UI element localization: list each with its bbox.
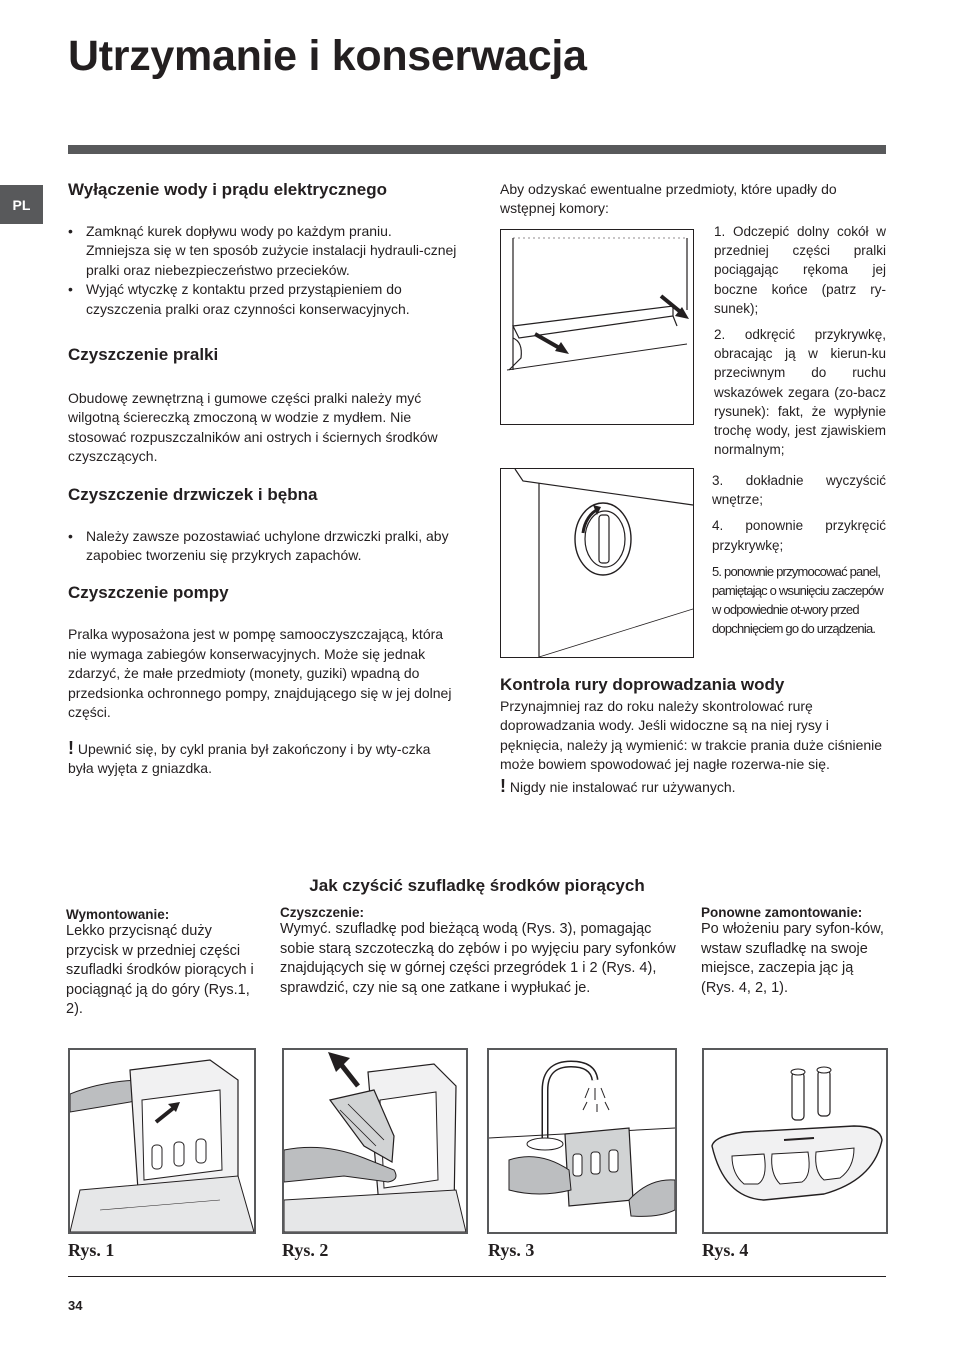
section-heading-drawer: Jak czyścić szufladkę środków piorących (309, 876, 645, 895)
plinth-removal-drawing (501, 230, 693, 424)
hose-warning-text: Nigdy nie instalować rur używanych. (509, 778, 736, 795)
footer-rule (68, 1276, 886, 1277)
figure-2-label: Rys. 2 (282, 1240, 329, 1260)
step-5: 5. ponownie przymocować panel, pamiętając o wsunięciu zaczepów w odpowiednie ot-wory przed dopchnięciem go do urządzenia. (712, 563, 884, 636)
figure-4-label: Rys. 4 (702, 1240, 749, 1260)
pump-text: Pralka wyposażona jest w pompę samooczyszczającą, która nie wymaga zabiegów konserwacyjnych. Może się jednak zdarzyć, że małe przedmioty (monety, guziki) wpadną do przedsionka ochronnego pompy, znajdującego się w jej dolnej części. (68, 626, 452, 721)
removal-heading: Wymontowanie: (66, 907, 170, 922)
drawer-cleaning-column (280, 905, 676, 998)
cleaning-text: Obudowę zewnętrzną i gumowe części pralki należy myć wilgotną ściereczką zmoczoną w wodzie z mydłem. Nie stosować rozpuszczalników ani ostrych i ściernych środków czyszczących. (68, 390, 438, 465)
door-drum-list (68, 527, 458, 566)
pump-intro-text: Aby odzyskać ewentualne przedmioty, które upadły do wstępnej komory: (500, 181, 837, 217)
hose-text: Przynajmniej raz do roku należy skontrolować rurę doprowadzania wody. Jeśli widoczne są na niej rysy i pęknięcia, należy ją wymienić: w trakcie prania duże ciśnienie może bowiem spowodować jej nagłe rozerwa-nie się. (500, 698, 883, 773)
pump-steps-1-2 (714, 222, 886, 466)
figure-4-panel (702, 1048, 888, 1234)
figure-4-drawing (704, 1050, 886, 1232)
plinth-removal-illustration (500, 229, 694, 425)
figure-1-panel (68, 1048, 256, 1234)
step-1: 1. Odczepić dolny cokół w przedniej części pralki pociągając rękoma jej boczne końce (patrz ry-sunek); (714, 224, 886, 316)
cleaning-heading: Czyszczenie: (280, 905, 365, 920)
step-4: 4. ponownie przykręcić przykrywkę; (712, 518, 886, 553)
pump-warning-text: Upewnić się, by cykl prania był zakończony i by wty-czka była wyjęta z gniazdka. (68, 740, 431, 776)
cleaning-drawer-text: Wymyć. szufladkę pod bieżącą wodą (Rys. 3), pomagając sobie starą szczoteczką do zębów i po wyjęciu pary syfonków znajdujących się w górnej części przegródek 1 i 2 (Rys. 4), sprawdzić, czy nie są one zatkane i wypłukać je. (280, 921, 676, 996)
pump-cover-illustration (500, 468, 694, 658)
refit-text: Po włożeniu pary syfon-ków, wstaw szufladkę na swoje miejsce, zaczepia jąc ją (Rys. 4, 2, 1). (701, 921, 884, 996)
figure-1-label: Rys. 1 (68, 1240, 115, 1260)
hose-section (500, 675, 886, 797)
figure-2-drawing (284, 1050, 466, 1232)
water-power-list (68, 222, 458, 319)
pump-cover-drawing (501, 469, 693, 657)
figure-3-label: Rys. 3 (488, 1240, 535, 1260)
figure-1-drawing (70, 1050, 254, 1232)
warning-mark: ! (68, 737, 74, 758)
header-rule (68, 145, 886, 154)
section-heading-water-power: Wyłączenie wody i prądu elektrycznego (68, 180, 388, 199)
pump-warning (68, 739, 458, 779)
refit-heading: Ponowne zamontowanie: (701, 905, 863, 920)
list-item: • Wyjąć wtyczkę z kontaktu przed przystąpieniem do czyszczenia pralki oraz czynności konserwacyjnych. (68, 280, 458, 319)
figure-2-panel (282, 1048, 468, 1234)
list-item: • Należy zawsze pozostawiać uchylone drzwiczki pralki, aby zapobiec tworzeniu się przykrych zapachów. (68, 527, 458, 566)
section-heading-cleaning: Czyszczenie pralki (68, 345, 219, 365)
warning-mark: ! (500, 775, 506, 796)
section-heading-hose: Kontrola rury doprowadzania wody (500, 675, 785, 694)
list-item: • Zamknąć kurek dopływu wody po każdym praniu. Zmniejsza się w ten sposób zużycie instalacji hydrauli-cznej pralki oraz niebezpieczeństwo przecieków. (68, 222, 458, 280)
figure-3-panel (487, 1048, 677, 1234)
section-heading-door-drum: Czyszczenie drzwiczek i bębna (68, 484, 318, 504)
section-heading-pump: Czyszczenie pompy (68, 583, 229, 603)
drawer-refit-column (701, 905, 886, 998)
language-tab: PL (0, 185, 43, 224)
page-number: 34 (68, 1298, 83, 1313)
figure-3-drawing (489, 1050, 675, 1232)
step-3: 3. dokładnie wyczyścić wnętrze; (712, 473, 886, 508)
removal-text: Lekko przycisnąć duży przycisk w przedniej części szufladki środków piorących i pociągnąć ją do góry (Rys.1, 2). (66, 923, 254, 1018)
left-column (68, 180, 458, 778)
hose-warning (500, 777, 886, 797)
page-title: Utrzymanie i konserwacja (68, 32, 587, 80)
pump-steps-3-5 (712, 471, 886, 645)
drawer-removal-column (66, 907, 266, 1020)
step-2: 2. odkręcić przykrywkę, obracając ją w kierun-ku przeciwnym do ruchu wskazówek zegara (zo-bacz rysunek): fakt, że wypłynie trochę wody, jest zjawiskiem normalnym; (714, 327, 886, 458)
